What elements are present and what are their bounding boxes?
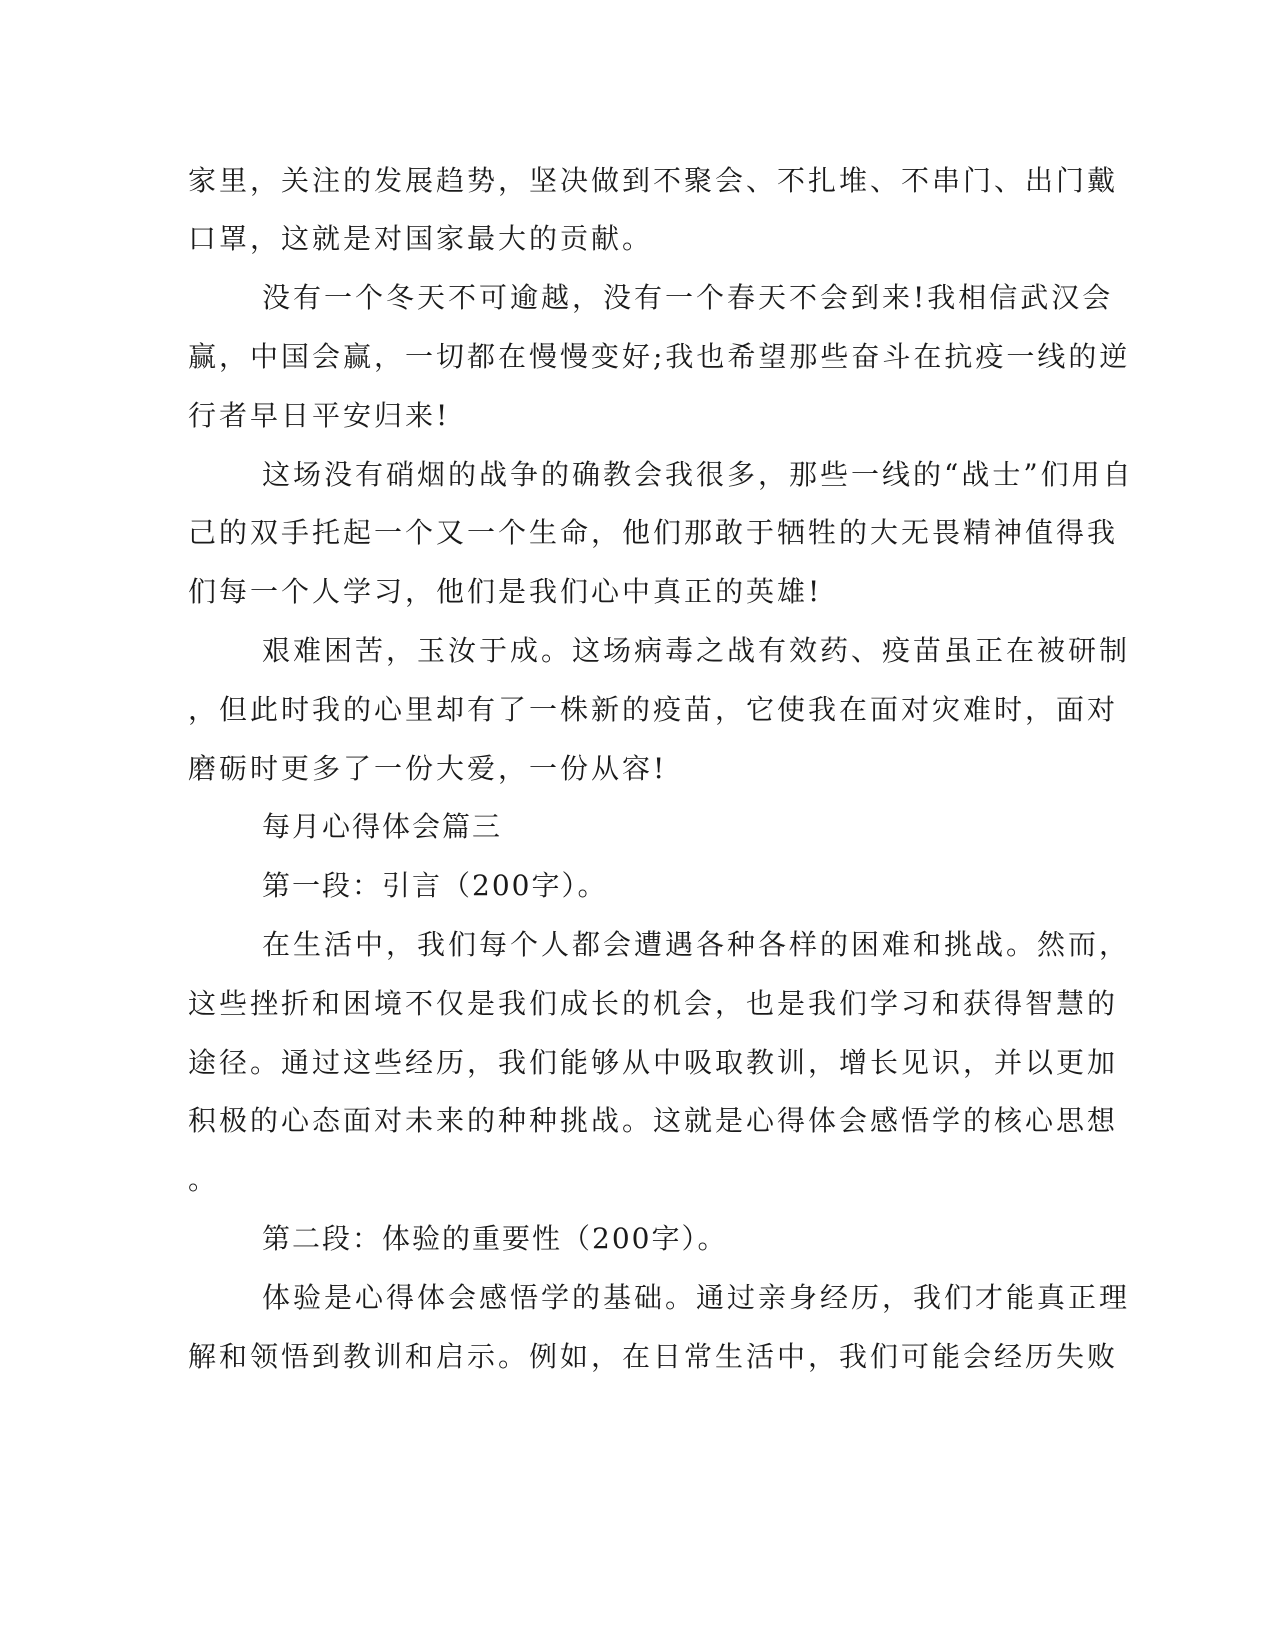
text-line: 们每一个人学习，他们是我们心中真正的英雄! [188,575,823,608]
text-line: 家里，关注的发展趋势，坚决做到不聚会、不扎堆、不串门、出门戴 [188,164,1119,197]
text-line: 解和领悟到教训和启示。例如，在日常生活中，我们可能会经历失败 [188,1340,1119,1373]
paragraph-heading: 第二段：体验的重要性（200字）。 [262,1222,728,1255]
text-line: 积极的心态面对未来的种种挑战。这就是心得体会感悟学的核心思想 [188,1104,1119,1137]
text-line: 己的双手托起一个又一个生命，他们那敢于牺牲的大无畏精神值得我 [188,516,1119,549]
text-line: 没有一个冬天不可逾越，没有一个春天不会到来!我相信武汉会 [262,281,1114,314]
text-line: 口罩，这就是对国家最大的贡献。 [188,222,654,255]
text-line: 这些挫折和困境不仅是我们成长的机会，也是我们学习和获得智慧的 [188,987,1119,1020]
text-line: 体验是心得体会感悟学的基础。通过亲身经历，我们才能真正理 [262,1281,1131,1314]
section-title: 每月心得体会篇三 [262,810,503,843]
text-line: 行者早日平安归来! [188,399,451,432]
text-line: ，但此时我的心里却有了一株新的疫苗，它使我在面对灾难时，面对 [188,693,1119,726]
text-line: 这场没有硝烟的战争的确教会我很多，那些一线的“战士”们用自 [262,458,1134,491]
text-line: 在生活中，我们每个人都会遭遇各种各样的困难和挑战。然而， [262,928,1131,961]
text-line: 途径。通过这些经历，我们能够从中吸取教训，增长见识，并以更加 [188,1046,1119,1079]
text-line: 艰难困苦，玉汝于成。这场病毒之战有效药、疫苗虽正在被研制 [262,634,1131,667]
paragraph-heading: 第一段：引言（200字）。 [262,869,608,902]
text-line: 赢，中国会赢，一切都在慢慢变好;我也希望那些奋斗在抗疫一线的逆 [188,340,1131,373]
text-line: 。 [188,1163,220,1196]
text-line: 磨砺时更多了一份大爱，一份从容! [188,752,668,785]
